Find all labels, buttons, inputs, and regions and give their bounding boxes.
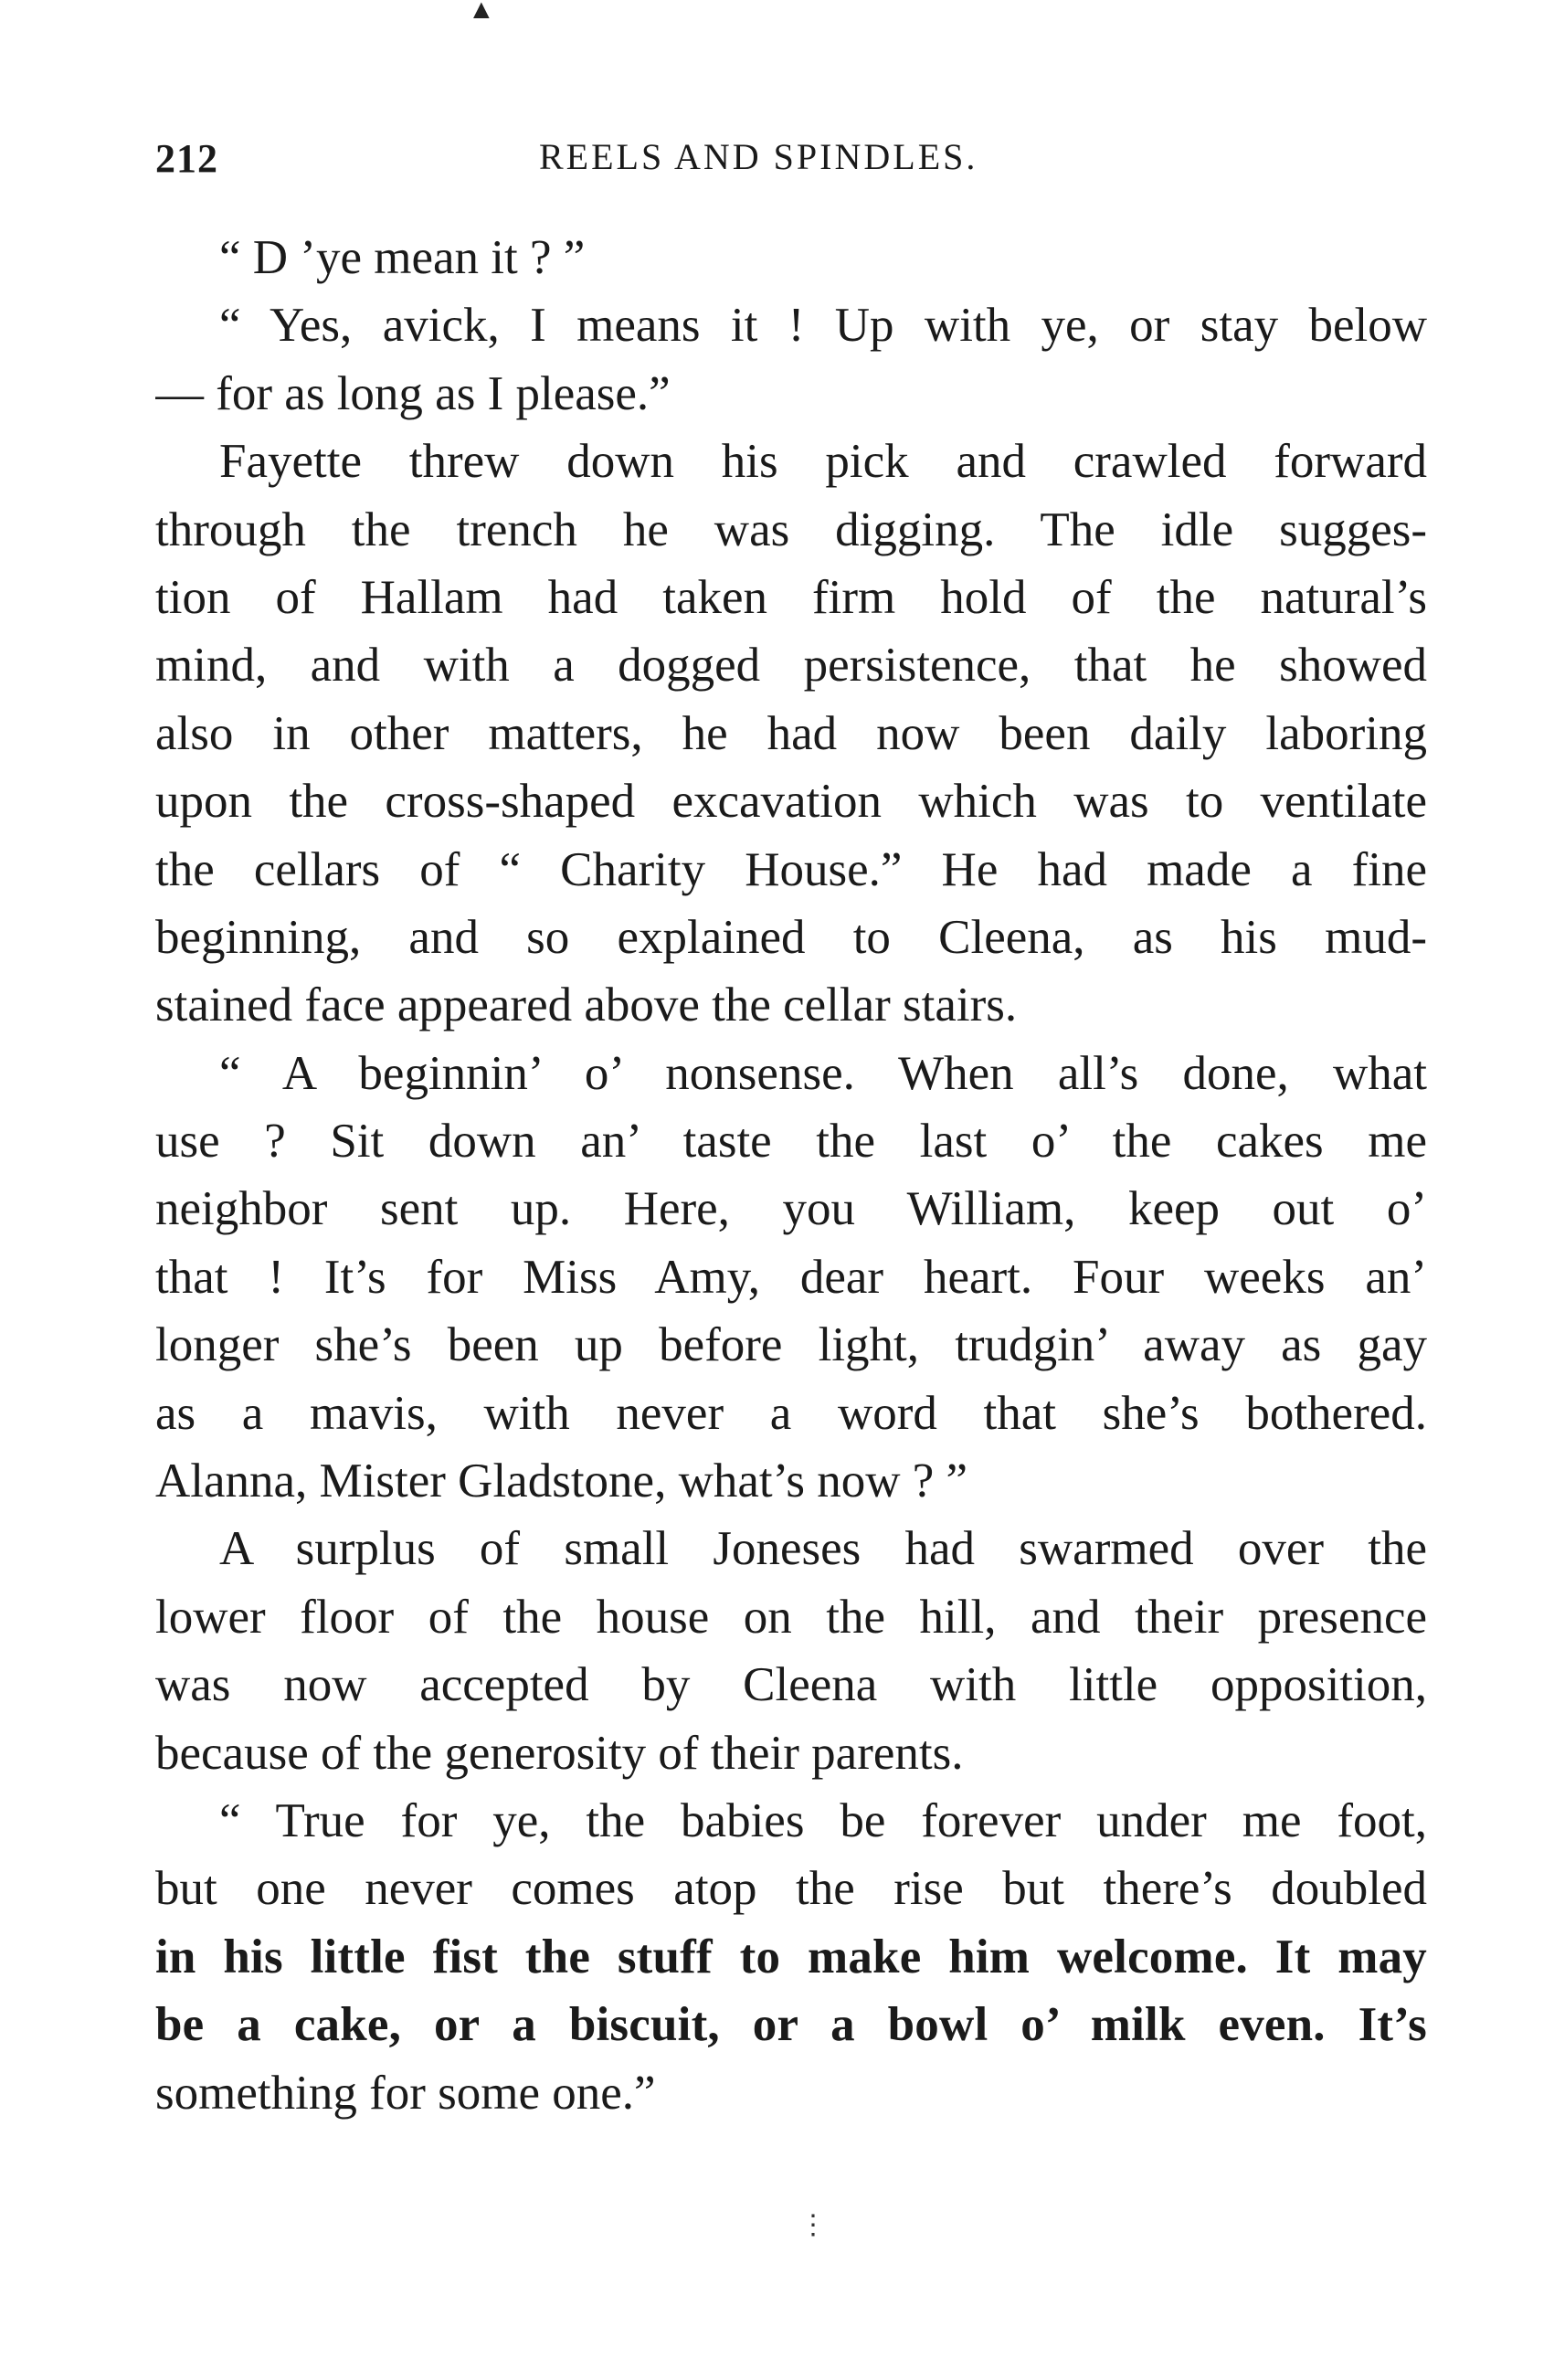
text-line: neighbor sent up. Here, you William, keep out o’ xyxy=(155,1182,1427,1236)
text-line: Fayette threw down his pick and crawled forward xyxy=(219,435,1427,489)
text-line: stained face appeared above the cellar stairs. xyxy=(155,978,1018,1032)
text-line: mind, and with a dogged persistence, that he showed xyxy=(155,639,1427,693)
text-line: “ True for ye, the babies be forever under me foot, xyxy=(219,1793,1427,1847)
text-line: but one never comes atop the rise but there’s doubled xyxy=(155,1862,1427,1916)
text-line: because of the generosity of their parents. xyxy=(155,1726,964,1780)
text-line: be a cake, or a biscuit, or a bowl o’ milk even. It’s xyxy=(155,1998,1427,2052)
text-line: beginning, and so explained to Cleena, as his mud- xyxy=(155,910,1427,964)
page-number: 212 xyxy=(155,136,218,181)
text-line: “ A beginnin’ o’ nonsense. When all’s done, what xyxy=(219,1046,1427,1100)
text-line: longer she’s been up before light, trudgin’ away as gay xyxy=(155,1318,1427,1372)
text-line: — for as long as I please.” xyxy=(155,366,671,420)
text-line: as a mavis, with never a word that she’s bothered. xyxy=(155,1386,1427,1440)
body-text xyxy=(155,224,1427,2127)
text-line: something for some one.” xyxy=(155,2066,656,2120)
text-line: “ D ’ye mean it ? ” xyxy=(219,231,586,284)
text-line: lower floor of the house on the hill, and their presence xyxy=(155,1590,1427,1644)
text-line: was now accepted by Cleena with little opposition, xyxy=(155,1658,1427,1712)
text-line: also in other matters, he had now been daily laboring xyxy=(155,706,1427,760)
ink-speck-mark: ⋮ xyxy=(799,2210,827,2240)
text-line: use ? Sit down an’ taste the last o’ the cakes me xyxy=(155,1115,1427,1169)
ink-speck-mark: ▲ xyxy=(468,0,495,25)
running-title: REELS AND SPINDLES. xyxy=(539,136,978,177)
text-line: Alanna, Mister Gladstone, what’s now ? ” xyxy=(155,1454,968,1508)
text-line: the cellars of “ Charity House.” He had made a fine xyxy=(155,842,1427,896)
page-header xyxy=(155,135,1425,190)
text-line: in his little fist the stuff to make him welcome. It may xyxy=(155,1930,1427,1983)
text-line: through the trench he was digging. The idle sugges- xyxy=(155,502,1427,556)
text-line: “ Yes, avick, I means it ! Up with ye, or stay below xyxy=(219,299,1427,353)
text-line: A surplus of small Joneses had swarmed over the xyxy=(219,1522,1427,1576)
text-line: upon the cross-shaped excavation which was to ventilate xyxy=(155,775,1427,829)
text-line: tion of Hallam had taken firm hold of the natural’s xyxy=(155,570,1427,624)
text-line: that ! It’s for Miss Amy, dear heart. Four weeks an’ xyxy=(155,1250,1427,1304)
